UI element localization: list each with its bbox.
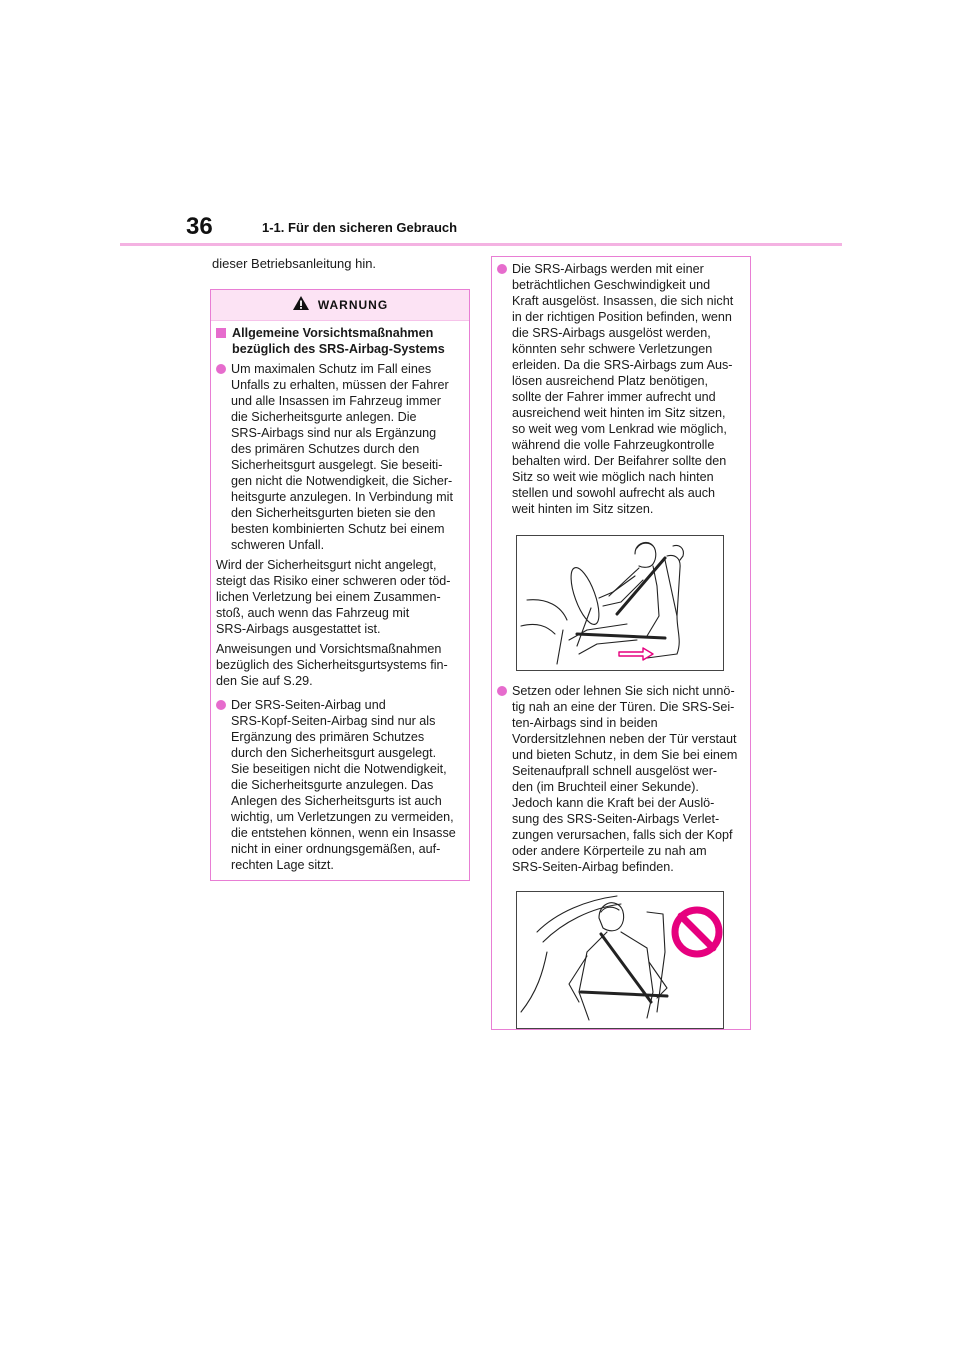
right-bullet-2-text: Setzen oder lehnen Sie sich nicht unnö- tig nah an eine der Türen. Die SRS-Sei- ten-Airbags sind in beiden Vordersitzlehnen neben der Tür verstaut und bieten Schutz, in dem Sie bei einem Seitenaufprall schnell ausgelöst wer- den (im Bruchteil einer Sekunde). Jedoch kann die Kraft bei der Auslö- sung des SRS-Seiten-Airbags Verlet- zungen verursachen, falls sich der Kopf oder andere Körperteile zu nah am SRS-Seiten-Airbag befinden.: [512, 684, 738, 874]
square-bullet-icon: [216, 328, 226, 338]
warning-content: [211, 325, 469, 873]
section-title: 1-1. Für den sicheren Gebrauch: [262, 220, 458, 235]
continued-content: [492, 257, 750, 1029]
warning-paragraph-1: Wird der Sicherheitsgurt nicht angelegt, steigt das Risiko einer schweren oder töd- lichen Verletzung bei einem Zusammen- stoß, auch wenn das Fahrzeug mit SRS-Airbags ausgestattet ist.: [216, 558, 451, 636]
warning-header: [211, 290, 469, 321]
warning-box: [210, 289, 470, 881]
bullet-dot-icon: [216, 700, 226, 710]
warning-bullet-2-text: Der SRS-Seiten-Airbag und SRS-Kopf-Seiten-Airbag sind nur als Ergänzung des primären Schutzes durch den Sicherheitsgurt ausgelegt. Sie beseitigen nicht die Notwendigkeit, die Sicherheitsgurte anzulegen. Das Anlegen des Sicherheitsgurts ist auch wichtig, um Verletzungen zu vermeiden, die entstehen können, wenn ein Insasse nicht in einer ordnungsgemäßen, auf- rechten Lage sitzt.: [231, 698, 456, 872]
header-rule: [120, 243, 842, 246]
bullet-dot-icon: [497, 264, 507, 274]
warning-paragraph-2: Anweisungen und Vorsichtsmaßnahmen bezüglich des Sicherheitsgurtsystems fin- den Sie auf S.29.: [216, 642, 448, 688]
continued-warning-box: [491, 256, 751, 1030]
intro-text: dieser Betriebsanleitung hin.: [212, 256, 377, 271]
warning-subheading: [216, 325, 461, 357]
warning-title: WARNUNG: [317, 298, 389, 312]
bullet-dot-icon: [497, 686, 507, 696]
right-bullet-2: [497, 683, 742, 875]
right-bullet-1-text: Die SRS-Airbags werden mit einer beträchtlichen Geschwindigkeit und Kraft ausgelöst. Insassen, die sich nicht in der richtigen Position befinden, wenn die SRS-Airbags ausgelöst werden, könnten sehr schwere Verletzungen erleiden. Da die SRS-Airbags zum Aus- lösen ausreichend Platz benötigen, sollte der Fahrer immer aufrecht und ausreichend weit hinten im Sitz sitzen, so weit weg vom Lenkrad wie möglich, während die volle Fahrzeugkontrolle behalten wird. Der Beifahrer sollte den Sitz so weit wie möglich nach hinten stellen und sowohl aufrecht als auch weit hinten im Sitz sitzen.: [512, 262, 734, 516]
warning-bullet-1: [216, 361, 461, 553]
warning-subheading-text: Allgemeine Vorsichtsmaßnahmen bezüglich des SRS-Airbag-Systems: [232, 326, 445, 356]
right-bullet-1: [497, 261, 742, 517]
warning-bullet-2: [216, 697, 461, 873]
bullet-dot-icon: [216, 364, 226, 374]
page-number: 36: [186, 213, 213, 240]
passenger-leaning-illustration: [516, 891, 724, 1029]
driver-seated-illustration: [516, 535, 724, 671]
warning-bullet-1-text: Um maximalen Schutz im Fall eines Unfalls zu erhalten, müssen der Fahrer und alle Insassen im Fahrzeug immer die Sicherheitsgurte anlegen. Die SRS-Airbags sind nur als Ergänzung des primären Schutzes durch den Sicherheitsgurt ausgelegt. Sie beseiti- gen nicht die Notwendigkeit, die Sicher- heitsgurte anzulegen. In Verbindung mit den Sicherheitsgurten bieten sie den besten kombinierten Schutz bei einem schweren Unfall.: [231, 362, 453, 552]
warning-triangle-icon: [292, 295, 310, 316]
